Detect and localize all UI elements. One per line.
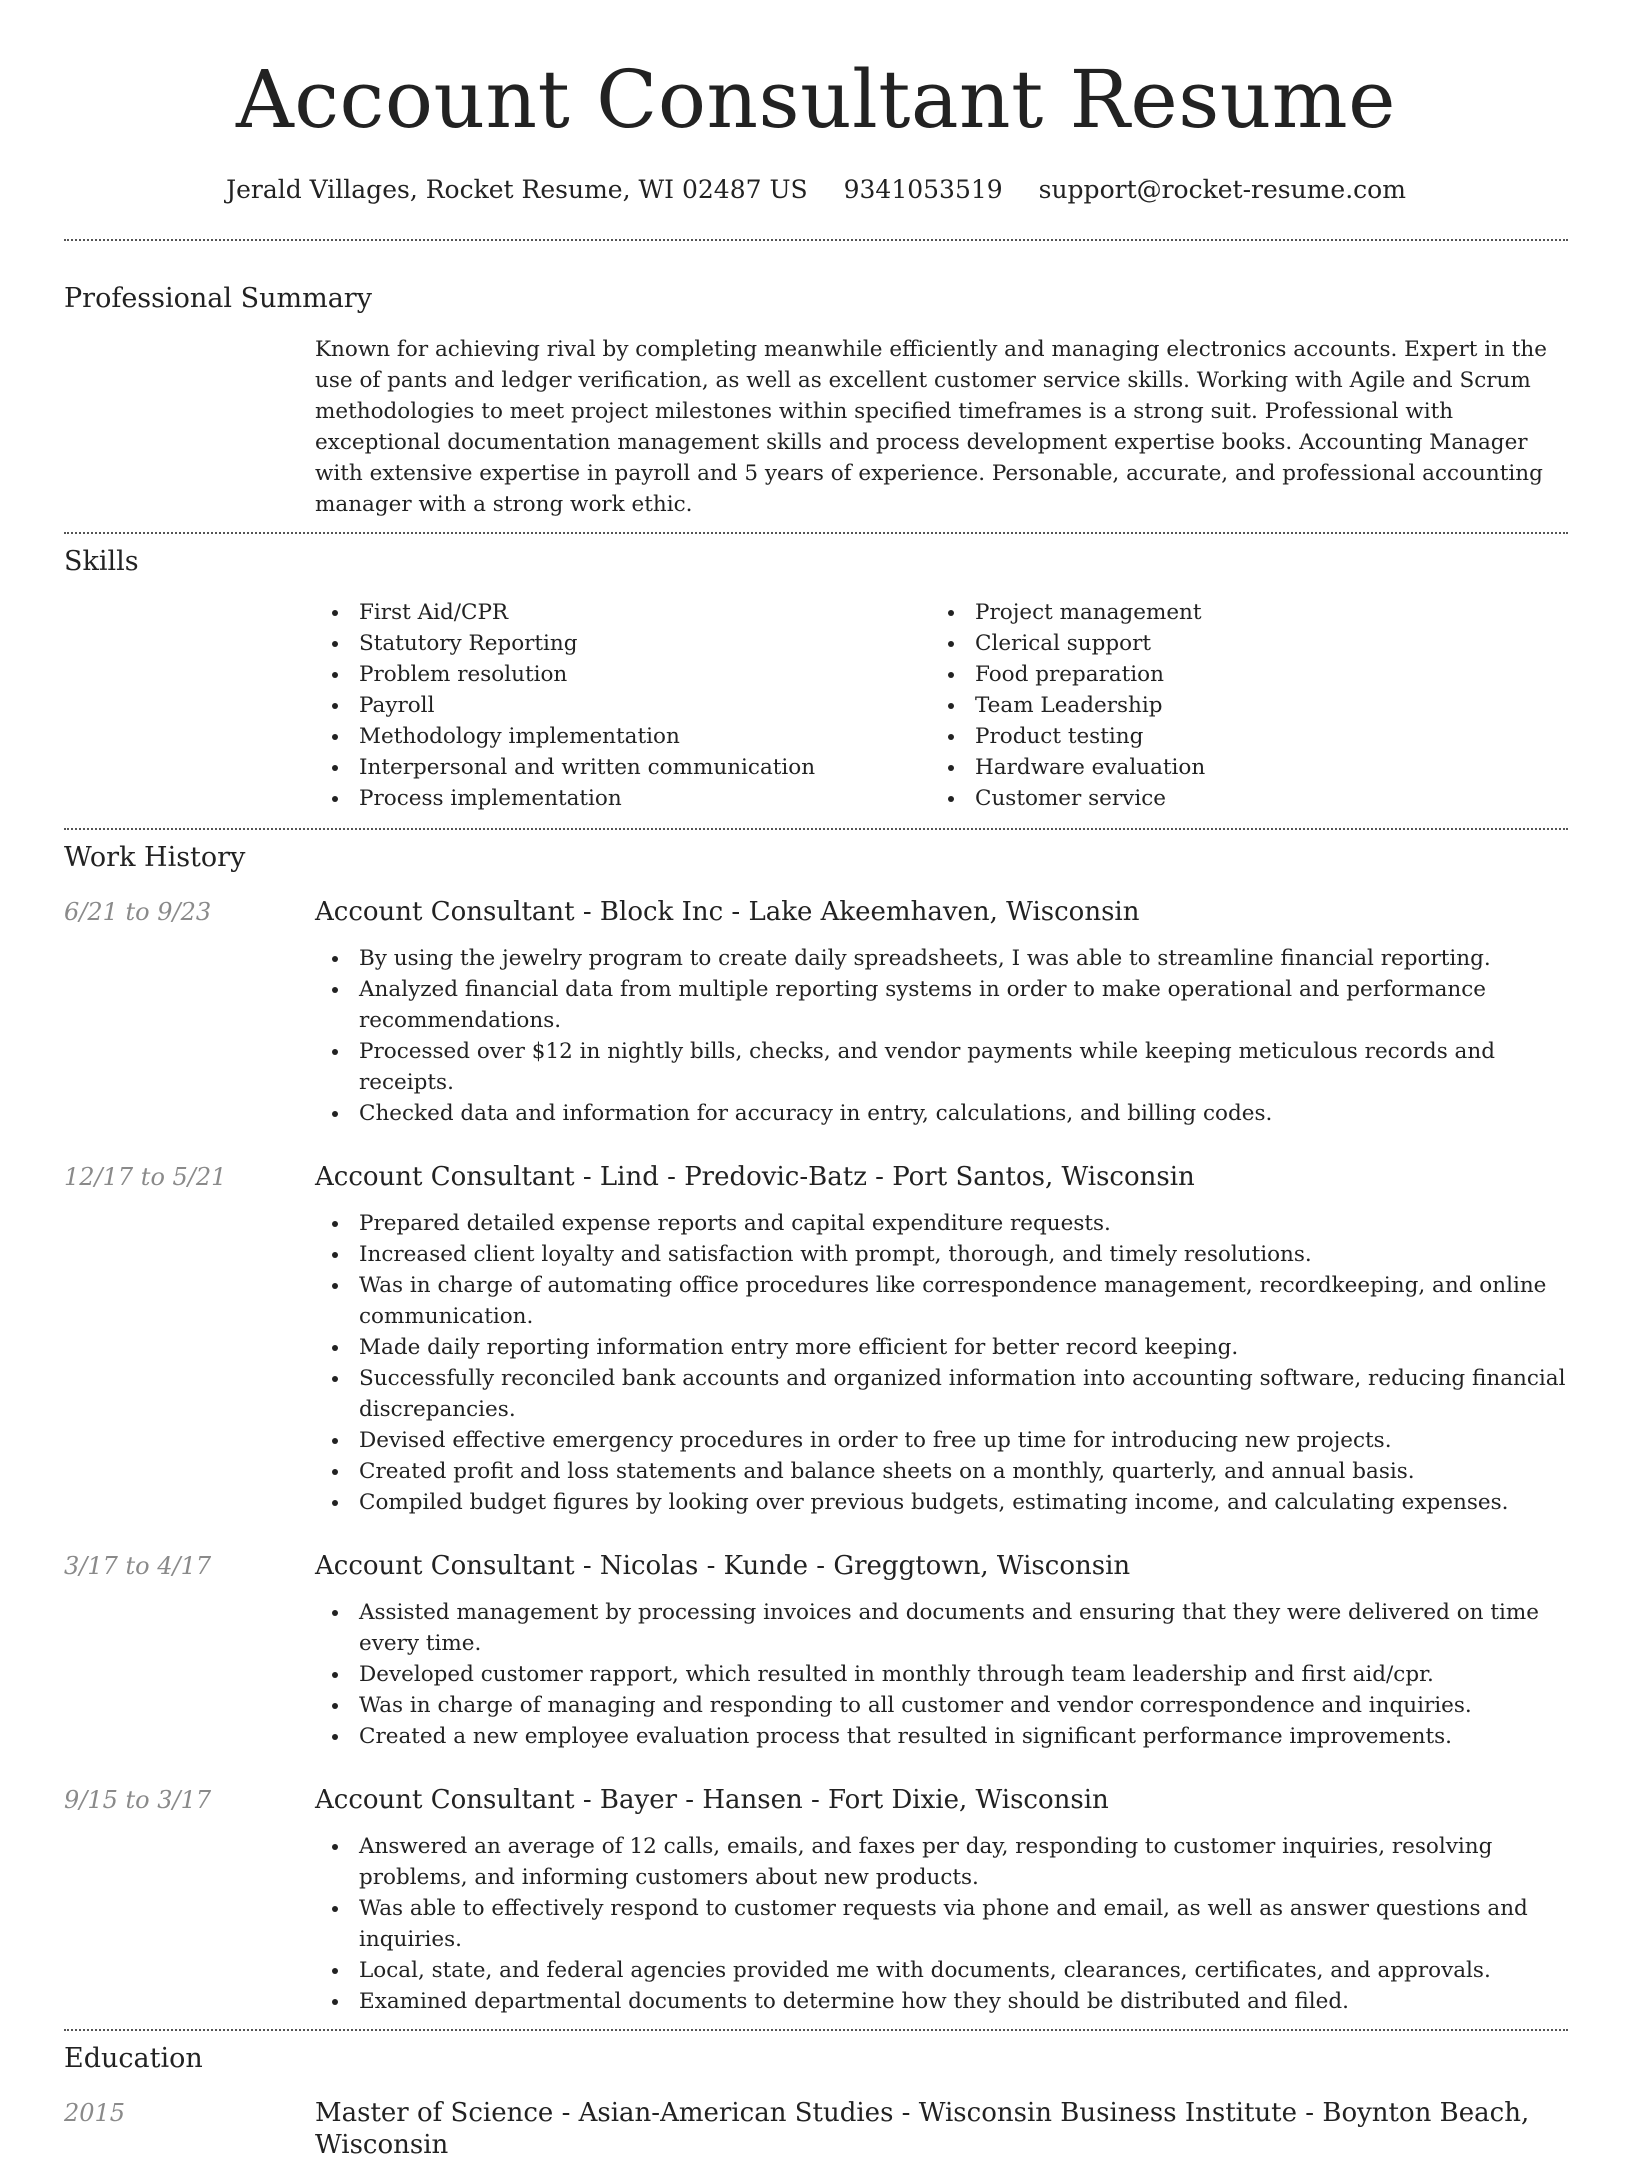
contact-phone: 9341053519 <box>843 175 1003 204</box>
job-bullet: By using the jewelry program to create daily spreadsheets, I was able to streamline financial reporting. <box>315 943 1568 974</box>
contact-line <box>64 174 1568 206</box>
section-divider <box>64 532 1568 534</box>
work-section <box>64 840 1568 2017</box>
job-title: Account Consultant - Bayer - Hansen - Fort Dixie, Wisconsin <box>315 1785 1109 1815</box>
education-heading: Education <box>64 2043 203 2074</box>
job-bullets <box>315 1208 1568 1518</box>
contact-email: support@rocket-resume.com <box>1038 175 1406 204</box>
job-title: Account Consultant - Block Inc - Lake Akeemhaven, Wisconsin <box>315 897 1140 927</box>
skill-item: Statutory Reporting <box>315 628 931 659</box>
job-bullet: Checked data and information for accuracy in entry, calculations, and billing codes. <box>315 1098 1568 1129</box>
summary-text: Known for achieving rival by completing meanwhile efficiently and managing electronics accounts. Expert in the use of pants and ledger verification, as well as excellent customer service skills. Working with Agile and Scrum methodologies to meet project milestones within specified timeframes is a strong suit. Professional with exceptional documentation management skills and process development expertise books. Accounting Manager with extensive expertise in payroll and 5 years of experience. Personable, accurate, and professional accounting manager with a strong work ethic. <box>315 337 1547 517</box>
job-bullet: Was in charge of managing and responding to all customer and vendor correspondence and inquiries. <box>315 1690 1568 1721</box>
job-entry <box>64 1550 1568 1752</box>
skills-heading: Skills <box>64 546 139 577</box>
skills-list-right <box>931 597 1547 814</box>
job-bullet: Increased client loyalty and satisfaction with prompt, thorough, and timely resolutions. <box>315 1239 1568 1270</box>
work-heading: Work History <box>64 842 246 873</box>
job-entry <box>64 1161 1568 1518</box>
job-bullets <box>315 1831 1568 2017</box>
section-divider <box>64 828 1568 830</box>
skill-item: Process implementation <box>315 783 931 814</box>
skill-item: Payroll <box>315 690 931 721</box>
job-bullet: Was able to effectively respond to customer requests via phone and email, as well as answer questions and inquiries. <box>315 1893 1568 1955</box>
section-divider <box>64 2029 1568 2031</box>
job-bullet: Was in charge of automating office procedures like correspondence management, recordkeeping, and online communication. <box>315 1270 1568 1332</box>
job-bullet: Prepared detailed expense reports and capital expenditure requests. <box>315 1208 1568 1239</box>
skill-item: Methodology implementation <box>315 721 931 752</box>
job-bullet: Developed customer rapport, which resulted in monthly through team leadership and first aid/cpr. <box>315 1659 1568 1690</box>
education-year: 2015 <box>64 2099 126 2127</box>
job-bullets <box>315 1597 1568 1752</box>
job-bullet: Successfully reconciled bank accounts and organized information into accounting software, reducing financial discrepancies. <box>315 1363 1568 1425</box>
skill-item: Hardware evaluation <box>931 752 1547 783</box>
skills-list-left <box>315 597 931 814</box>
skill-item: Project management <box>931 597 1547 628</box>
job-bullet: Analyzed financial data from multiple reporting systems in order to make operational and performance recommendations. <box>315 974 1568 1036</box>
job-dates: 12/17 to 5/21 <box>64 1163 227 1191</box>
job-dates: 9/15 to 3/17 <box>64 1786 212 1814</box>
skill-item: Problem resolution <box>315 659 931 690</box>
page-title: Account Consultant Resume <box>235 53 1397 146</box>
job-bullet: Created profit and loss statements and balance sheets on a monthly, quarterly, and annual basis. <box>315 1456 1568 1487</box>
job-bullet: Compiled budget figures by looking over previous budgets, estimating income, and calculating expenses. <box>315 1487 1568 1518</box>
job-bullet: Created a new employee evaluation process that resulted in significant performance improvements. <box>315 1721 1568 1752</box>
job-bullet: Answered an average of 12 calls, emails, and faxes per day, responding to customer inquiries, resolving problems, and informing customers about new products. <box>315 1831 1568 1893</box>
job-bullet: Examined departmental documents to determine how they should be distributed and filed. <box>315 1986 1568 2017</box>
job-bullet: Assisted management by processing invoices and documents and ensuring that they were delivered on time every time. <box>315 1597 1568 1659</box>
skill-item: Customer service <box>931 783 1547 814</box>
education-entry <box>64 2097 1568 2161</box>
job-bullet: Made daily reporting information entry more efficient for better record keeping. <box>315 1332 1568 1363</box>
job-entry <box>64 896 1568 1129</box>
contact-address: Jerald Villages, Rocket Resume, WI 02487 US <box>226 175 808 204</box>
skill-item: Product testing <box>931 721 1547 752</box>
skill-item: Food preparation <box>931 659 1547 690</box>
skill-item: Clerical support <box>931 628 1547 659</box>
job-bullet: Devised effective emergency procedures in order to free up time for introducing new projects. <box>315 1425 1568 1456</box>
skill-item: Team Leadership <box>931 690 1547 721</box>
summary-heading: Professional Summary <box>64 283 372 314</box>
education-title: Master of Science - Asian-American Studies - Wisconsin Business Institute - Boynton Beach, Wisconsin <box>315 2098 1530 2160</box>
education-section <box>64 2041 1568 2161</box>
job-bullets <box>315 943 1568 1129</box>
summary-section <box>64 281 1568 520</box>
job-title: Account Consultant - Lind - Predovic-Batz - Port Santos, Wisconsin <box>315 1162 1195 1192</box>
skill-item: First Aid/CPR <box>315 597 931 628</box>
job-bullet: Processed over $12 in nightly bills, checks, and vendor payments while keeping meticulous records and receipts. <box>315 1036 1568 1098</box>
job-title: Account Consultant - Nicolas - Kunde - Greggtown, Wisconsin <box>315 1551 1131 1581</box>
skill-item: Interpersonal and written communication <box>315 752 931 783</box>
job-dates: 3/17 to 4/17 <box>64 1552 212 1580</box>
job-dates: 6/21 to 9/23 <box>64 898 212 926</box>
skills-section <box>64 544 1568 814</box>
section-divider <box>64 239 1568 241</box>
job-bullet: Local, state, and federal agencies provided me with documents, clearances, certificates, and approvals. <box>315 1955 1568 1986</box>
job-entry <box>64 1784 1568 2017</box>
